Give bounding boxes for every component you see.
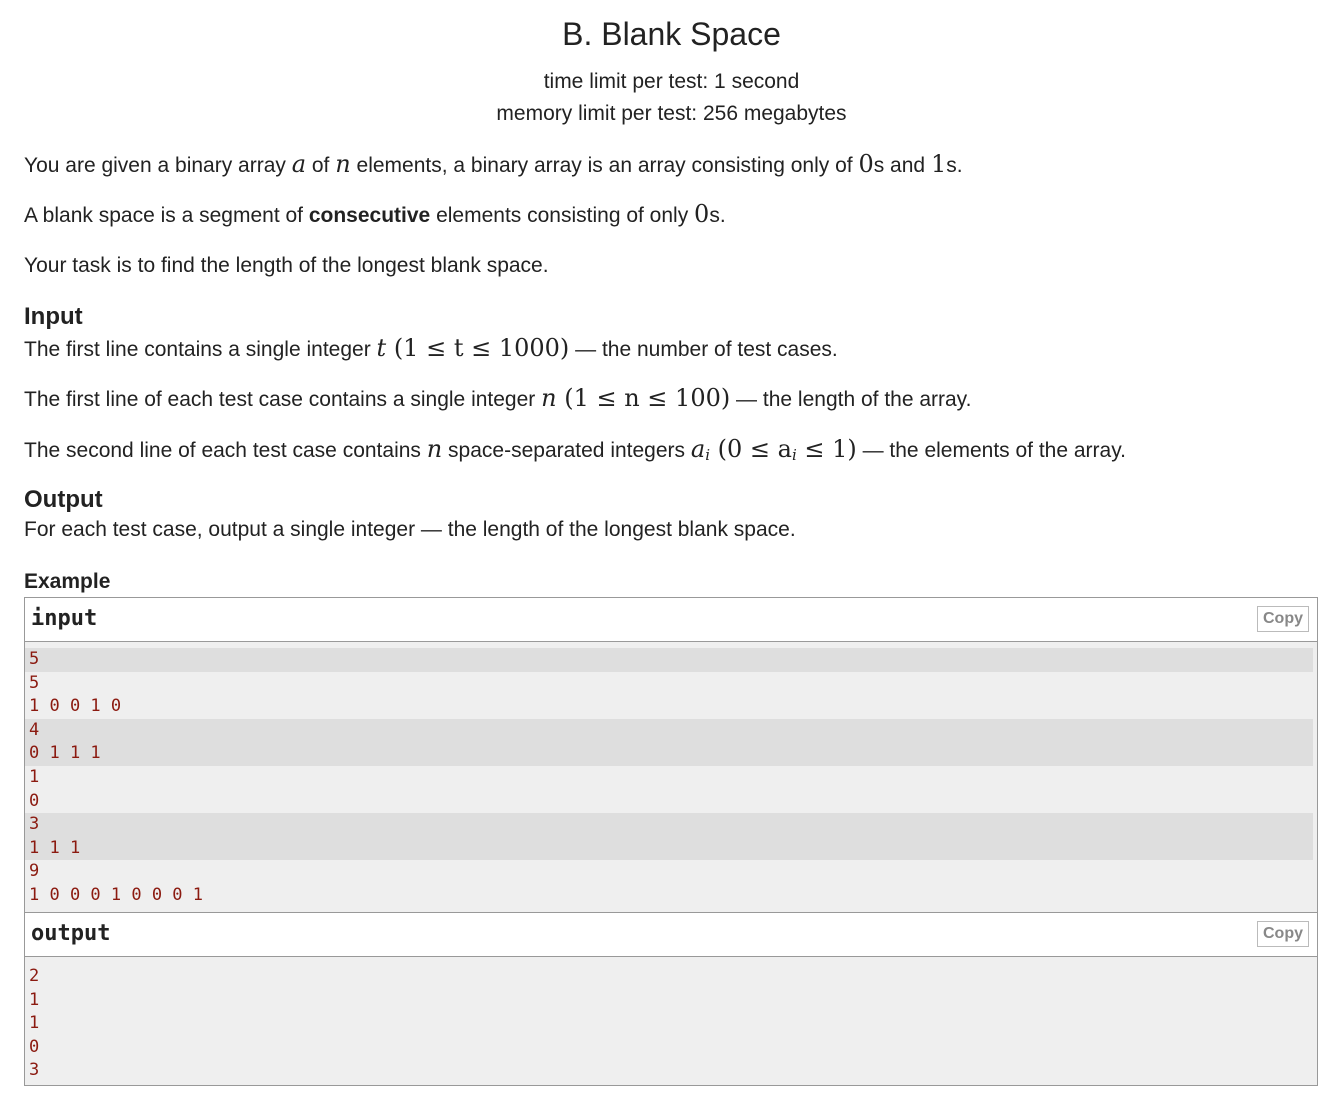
statement-paragraph-1: You are given a binary array a of n elements, a binary array is an array consisting only of 0s and 1s. [24,150,963,178]
statement-paragraph-2: A blank space is a segment of consecutive elements consisting of only 0s. [24,200,726,228]
input-line: 5 [29,672,40,693]
output-line: 3 [29,1060,40,1081]
output-line: 1 [29,989,40,1010]
example-output-title: output [31,921,111,946]
input-spec-line-3: The second line of each test case contains n space-separated integers $a_i$ $(0 \le a_i \le 1)$ — the elements of the array. [24,435,1126,464]
input-line: 4 [25,719,1313,743]
output-line: 2 [29,966,40,986]
input-spec-line-1: The first line contains a single integer t (1 ≤ t ≤ 1000) — the number of test cases. [24,334,838,362]
output-line: 1 [29,1013,40,1034]
input-line: 5 [25,648,1313,672]
input-line: 0 1 1 1 [25,742,1313,766]
example-input-box [24,597,1318,913]
example-heading: Example [24,570,111,593]
example-input-title: input [31,606,98,631]
statement-paragraph-3: Your task is to find the length of the longest blank space. [24,254,549,277]
input-line: 3 [25,813,1313,837]
memory-limit: memory limit per test: 256 megabytes [496,102,847,125]
example-input-lines [25,648,1317,908]
copy-input-button[interactable]: Copy [1257,606,1309,632]
example-output-box [24,912,1318,1086]
input-line: 1 [29,766,40,787]
output-line: 0 [29,1036,40,1057]
output-heading: Output [24,486,103,513]
example-output-lines [25,965,1317,1083]
copy-output-button[interactable]: Copy [1257,921,1309,947]
problem-title: B. Blank Space [562,16,781,52]
input-line: 1 1 1 [25,837,1313,861]
input-line: 1 0 0 0 1 0 0 0 1 [29,884,203,905]
input-spec-line-2: The first line of each test case contains a single integer n (1 ≤ n ≤ 100) — the length of the array. [24,384,972,412]
example-output-header [25,913,1317,957]
input-line: 0 [29,790,40,811]
input-heading: Input [24,303,83,330]
input-line: 1 0 0 1 0 [29,696,122,717]
example-input-header [25,598,1317,642]
output-spec: For each test case, output a single integer — the length of the longest blank space. [24,518,796,541]
input-line: 9 [29,861,40,882]
time-limit: time limit per test: 1 second [543,70,800,93]
